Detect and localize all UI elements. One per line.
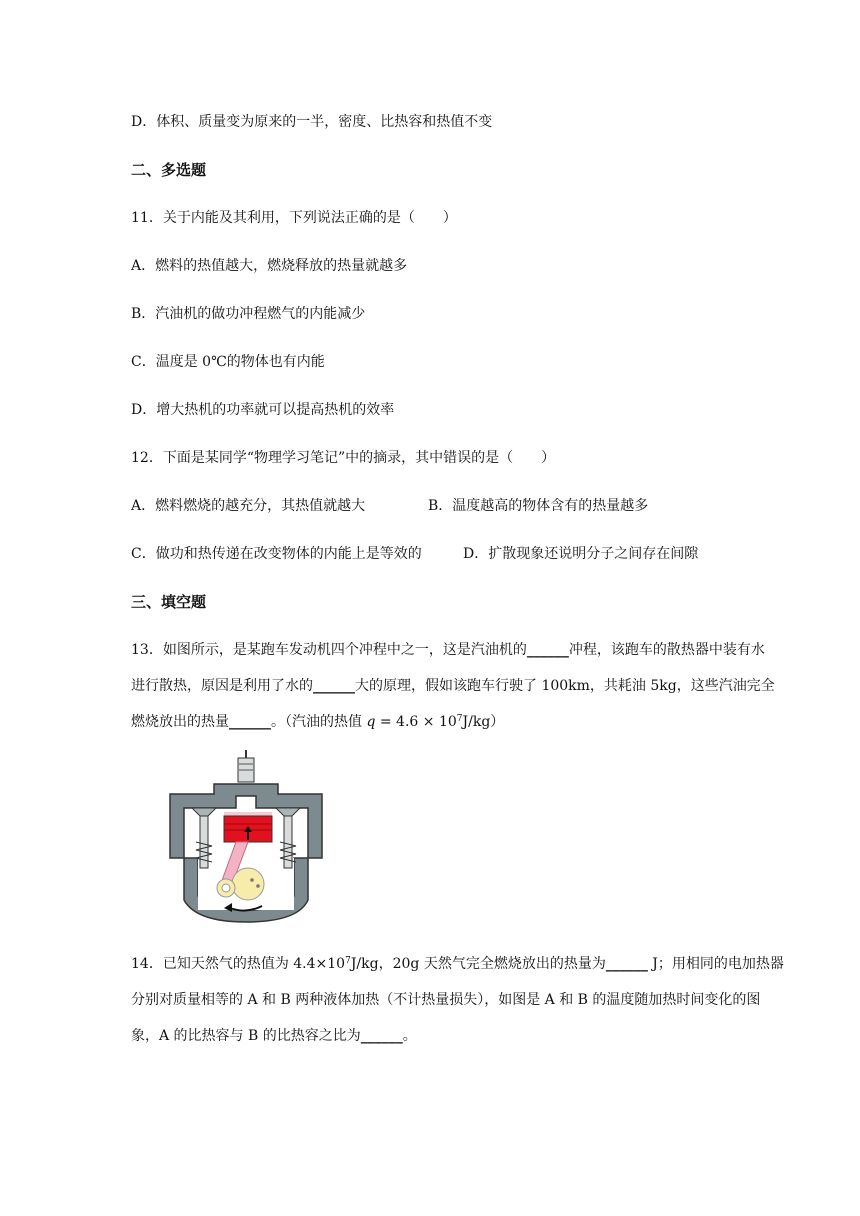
section-heading-multiple-choice: 二、多选题 — [131, 161, 207, 179]
q14-text: 14．已知天然气的热值为 4.4×10 — [131, 956, 346, 972]
q11-option-d: D．增大热机的功率就可以提高热机的效率 — [131, 402, 395, 418]
q13-text: = 4.6 × 10 — [375, 714, 457, 730]
question-11: 11．关于内能及其利用，下列说法正确的是（ ） — [131, 210, 457, 226]
q13-text: 。（汽油的热值 — [271, 714, 367, 730]
q14-blank-2: ______ — [360, 1028, 403, 1044]
q13-text: J/kg） — [462, 714, 505, 730]
section-heading-fill-in: 三、填空题 — [131, 593, 207, 611]
q13-text: 冲程，该跑车的散热器中装有水 — [568, 642, 765, 658]
q13-text: 燃烧放出的热量 — [131, 714, 229, 730]
q11-option-a: A．燃料的热值越大，燃烧释放的热量就越多 — [131, 258, 408, 274]
q12-option-c: C．做功和热传递在改变物体的内能上是等效的 — [131, 546, 422, 562]
cylinder-housing — [170, 784, 322, 922]
q12-option-b: B．温度越高的物体含有的热量越多 — [428, 498, 649, 514]
q13-text: 大的原理，假如该跑车行驶了 100km，共耗油 5kg，这些汽油完全 — [355, 678, 775, 694]
spark-plug — [238, 750, 254, 782]
q14-text: J；用相同的电加热器 — [647, 956, 784, 972]
q14-text: 。 — [402, 1028, 417, 1044]
question-14-line-3 — [131, 1026, 417, 1046]
q14-text: 象，A 的比热容与 B 的比热容之比为 — [131, 1028, 361, 1044]
q12-option-d: D．扩散现象还说明分子之间存在间隙 — [463, 546, 699, 562]
q13-text: 进行散热，原因是利用了水的 — [131, 678, 313, 694]
q13-variable-q: q — [366, 714, 376, 730]
question-12: 12．下面是某同学“物理学习笔记”中的摘录，其中错误的是（ ） — [131, 450, 556, 466]
question-13-line-2 — [131, 676, 775, 696]
q13-text: 13．如图所示，是某跑车发动机四个冲程中之一，这是汽油机的 — [131, 642, 527, 658]
q11-option-c: C．温度是 0℃的物体也有内能 — [131, 354, 325, 370]
question-13-line-1 — [131, 640, 765, 660]
option-d-previous: D．体积、质量变为原来的一半，密度、比热容和热值不变 — [131, 114, 493, 130]
engine-stroke-figure — [166, 750, 328, 926]
q13-blank-2: ______ — [313, 678, 355, 694]
q11-option-b: B．汽油机的做功冲程燃气的内能减少 — [131, 306, 366, 322]
question-13-line-3 — [131, 712, 504, 732]
q12-option-a: A．燃料燃烧的越充分，其热值就越大 — [131, 498, 366, 514]
q14-text: J/kg，20g 天然气完全燃烧放出的热量为 — [350, 956, 606, 972]
q13-blank-3: ______ — [229, 714, 271, 730]
question-14-line-2: 分别对质量相等的 A 和 B 两种液体加热（不计热量损失），如图是 A 和 B 的温度随加热时间变化的图 — [131, 992, 761, 1008]
q14-blank-1: ______ — [605, 956, 648, 972]
q13-exponent: 7 — [456, 714, 463, 724]
question-14-line-1 — [131, 954, 784, 974]
q13-blank-1: ______ — [526, 642, 569, 658]
q14-exponent: 7 — [345, 956, 351, 966]
